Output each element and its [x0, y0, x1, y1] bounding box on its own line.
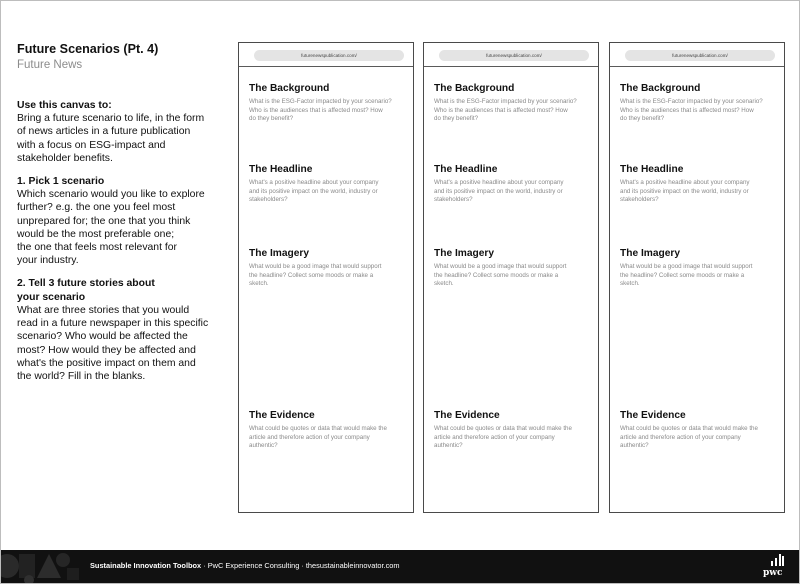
instruction-text: Bring a future scenario to life, in the form of news articles in a future publication with a focus on ESG-impact and stakeholder benefits.	[17, 113, 205, 164]
section-imagery	[249, 248, 407, 288]
instruction-heading: Use this canvas to:	[17, 100, 112, 112]
section-prompt: What could be quotes or data that would make the article and therefore action of your company authentic?	[249, 425, 387, 450]
footer-brand: Sustainable Innovation Toolbox	[90, 561, 202, 570]
news-card-2	[423, 42, 599, 513]
section-heading: The Headline	[620, 164, 684, 175]
section-background	[434, 83, 592, 123]
section-heading: The Evidence	[434, 410, 500, 421]
section-evidence	[249, 410, 407, 450]
section-headline	[620, 164, 778, 204]
section-prompt: What is the ESG-Factor impacted by your scenario? Who is the audiences that is affected most? How do they benefit?	[249, 98, 392, 123]
url-field: futurenewspublication.com/	[625, 50, 775, 61]
section-background	[620, 83, 778, 123]
section-prompt: What could be quotes or data that would make the article and therefore action of your company authentic?	[620, 425, 758, 450]
section-prompt: What is the ESG-Factor impacted by your scenario? Who is the audiences that is affected most? How do they benefit?	[620, 98, 763, 123]
footer-text	[90, 561, 400, 570]
instruction-step-1	[17, 175, 227, 267]
url-field: futurenewspublication.com/	[439, 50, 589, 61]
footer-credits: · PwC Experience Consulting · thesustainableinnovator.com	[201, 561, 400, 570]
browser-bar	[610, 43, 784, 67]
page-title: Future Scenarios (Pt. 4)	[17, 42, 159, 56]
instruction-text: Which scenario would you like to explore further? e.g. the one you feel most unprepared for; the one that you think would be the most preferable one; the one that feels most relevant for your industry.	[17, 189, 205, 267]
section-heading: The Evidence	[620, 410, 686, 421]
section-heading: The Background	[249, 83, 330, 94]
browser-bar	[424, 43, 598, 67]
section-heading: The Background	[620, 83, 701, 94]
instruction-heading: 2. Tell 3 future stories about your scenario	[17, 278, 155, 303]
section-headline	[249, 164, 407, 204]
section-heading: The Imagery	[249, 248, 310, 259]
section-heading: The Headline	[434, 164, 498, 175]
pattern-icon	[1, 550, 81, 583]
section-prompt: What's a positive headline about your company and its positive impact on the world, industry or stakeholders?	[249, 179, 379, 204]
section-background	[249, 83, 407, 123]
instruction-step-2	[17, 277, 227, 383]
section-headline	[434, 164, 592, 204]
browser-bar	[239, 43, 413, 67]
logo-mark-icon	[769, 554, 785, 566]
section-heading: The Headline	[249, 164, 313, 175]
section-heading: The Evidence	[249, 410, 315, 421]
section-imagery	[434, 248, 592, 288]
section-evidence	[620, 410, 778, 450]
section-prompt: What's a positive headline about your company and its positive impact on the world, industry or stakeholders?	[434, 179, 564, 204]
news-card-3	[609, 42, 785, 513]
left-panel	[17, 42, 227, 383]
logo-text: pwc	[763, 568, 783, 578]
section-evidence	[434, 410, 592, 450]
instruction-intro	[17, 99, 227, 165]
instruction-heading: 1. Pick 1 scenario	[17, 176, 105, 188]
footer-bar	[1, 550, 799, 583]
section-prompt: What is the ESG-Factor impacted by your scenario? Who is the audiences that is affected most? How do they benefit?	[434, 98, 577, 123]
pwc-logo	[759, 554, 787, 580]
page-subtitle: Future News	[17, 59, 83, 72]
section-heading: The Imagery	[620, 248, 681, 259]
section-prompt: What would be a good image that would support the headline? Collect some moods or make a sketch.	[434, 263, 567, 288]
section-prompt: What's a positive headline about your company and its positive impact on the world, industry or stakeholders?	[620, 179, 750, 204]
section-heading: The Background	[434, 83, 515, 94]
instructions	[17, 99, 227, 383]
section-imagery	[620, 248, 778, 288]
url-field: futurenewspublication.com/	[254, 50, 404, 61]
section-heading: The Imagery	[434, 248, 495, 259]
news-card-1	[238, 42, 414, 513]
instruction-text: What are three stories that you would read in a future newspaper in this specific scenario? Who would be affected the most? How would they be affected and what's the positive impact on them and the world? Fill in the blanks.	[17, 304, 209, 382]
section-prompt: What could be quotes or data that would make the article and therefore action of your company authentic?	[434, 425, 572, 450]
section-prompt: What would be a good image that would support the headline? Collect some moods or make a sketch.	[620, 263, 753, 288]
section-prompt: What would be a good image that would support the headline? Collect some moods or make a sketch.	[249, 263, 382, 288]
